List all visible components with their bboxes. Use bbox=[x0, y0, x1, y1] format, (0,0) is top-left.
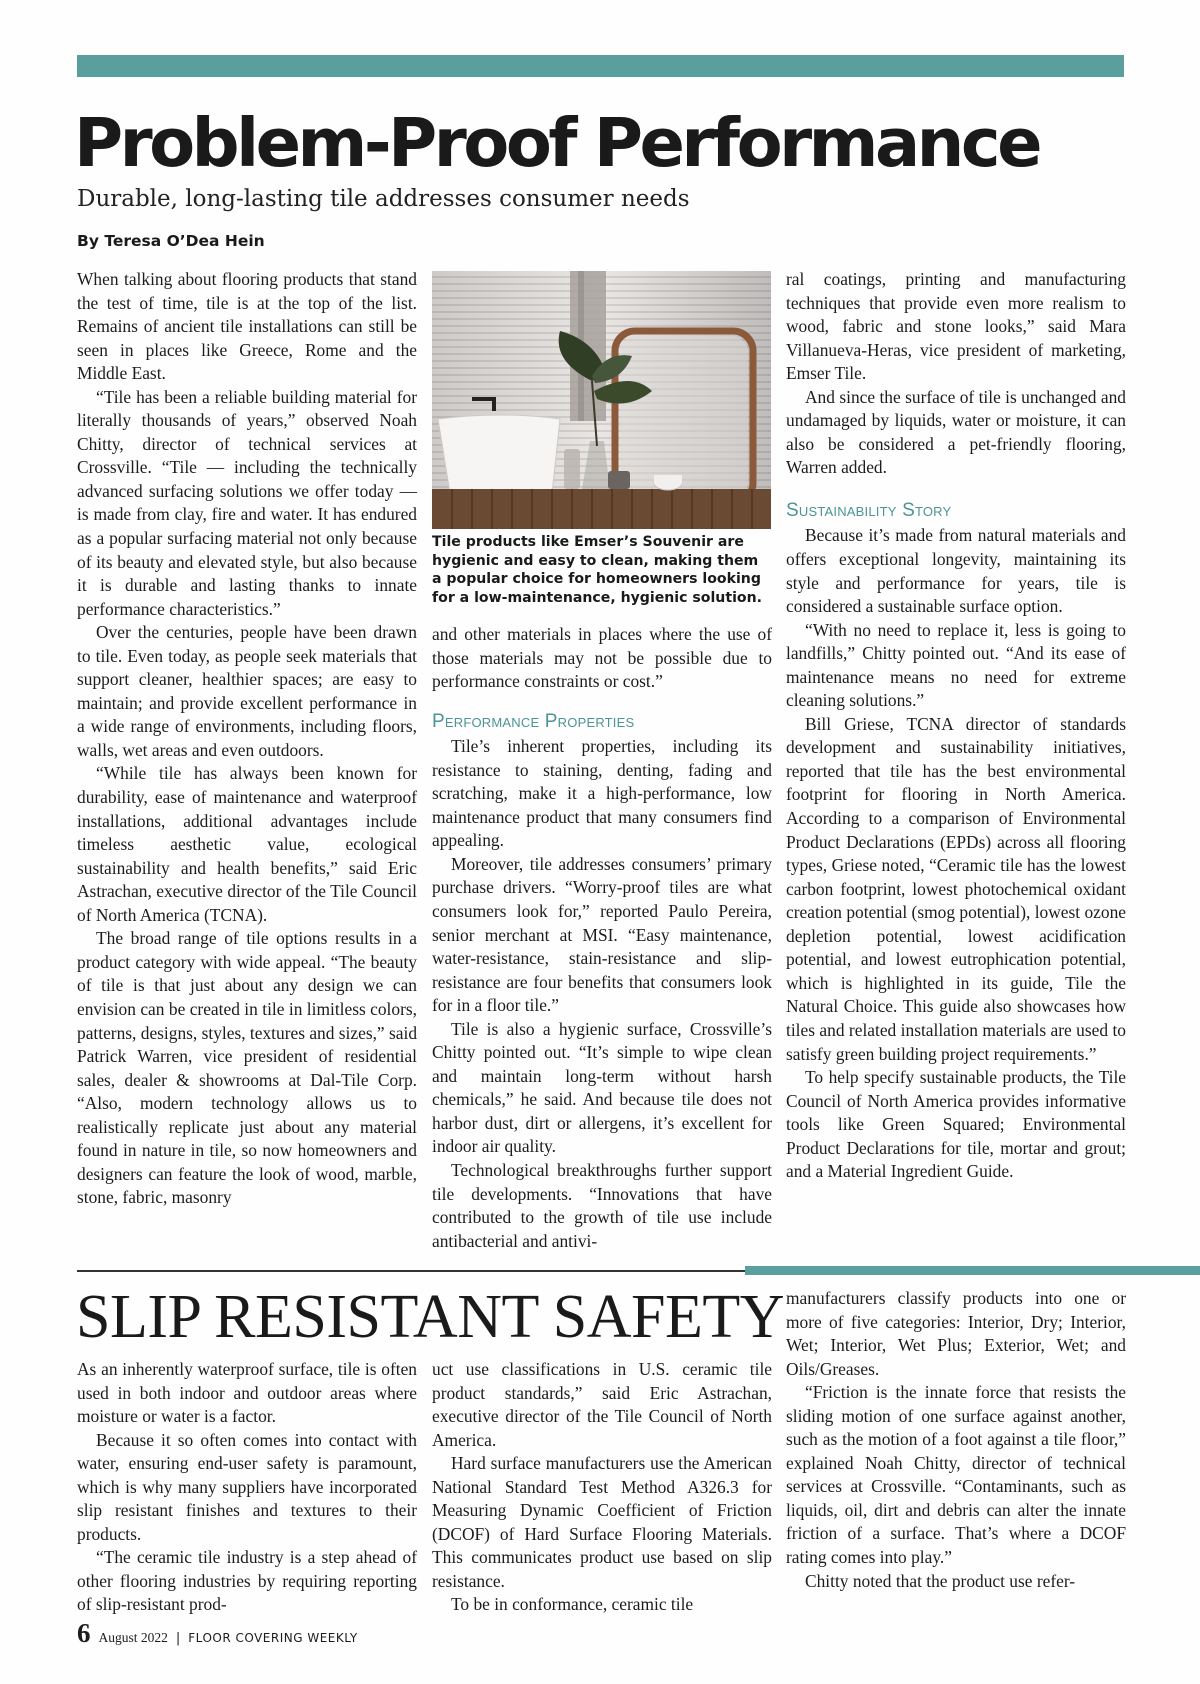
article-column-2 bbox=[432, 623, 772, 1253]
paragraph: uct use classifications in U.S. ceramic tile product standards,” said Eric Astrachan, executive director of the Tile Council of North America. bbox=[432, 1359, 772, 1450]
article-title: Problem-Proof Performance bbox=[74, 104, 1040, 182]
photo-caption: Tile products like Emser’s Souvenir are hygienic and easy to clean, making them a popular choice for homeowners looking for a low-maintenance, hygienic solution. bbox=[432, 534, 762, 606]
paragraph: “The ceramic tile industry is a step ahead of other flooring industries by requiring reporting of slip-resistant prod- bbox=[77, 1547, 417, 1615]
byline: By Teresa O’Dea Hein bbox=[77, 232, 265, 250]
header-accent-bar bbox=[77, 55, 1124, 77]
paragraph: Tile is also a hygienic surface, Crossville’s Chitty pointed out. “It’s simple to wipe clean and maintain long-term without harsh chemicals,” he said. And because tile does not harbor dust, dirt or allergens, it’s excellent for indoor air quality. bbox=[432, 1018, 772, 1157]
paragraph: To be in conformance, ceramic tile bbox=[451, 1594, 694, 1615]
paragraph: Technological breakthroughs further support tile developments. “Innovations that have contributed to the growth of tile use include antibacterial and antivi- bbox=[432, 1160, 772, 1251]
paragraph: “Friction is the innate force that resists the sliding motion of one surface against another, such as the motion of a foot against a tile floor,” explained Noah Chitty, director of technical services at Crossville. “Contaminants, such as liquids, oil, dirt and debris can alter the innate friction of a surface. That’s where a DCOF rating comes into play.” bbox=[786, 1382, 1126, 1568]
article-column-3 bbox=[786, 268, 1126, 1184]
paragraph: And since the surface of tile is unchanged and undamaged by liquids, water or moisture, it can also be considered a pet-friendly flooring, Warren added. bbox=[786, 386, 1126, 478]
section-heading-sustainability: Sustainability Story bbox=[786, 499, 952, 521]
paragraph: When talking about flooring products that stand the test of time, tile is at the top of the list. Remains of ancient tile installations can still be seen in places like Greece, Rome and the Middle East. bbox=[77, 269, 417, 384]
publication-name: FLOOR COVERING WEEKLY bbox=[188, 1631, 358, 1645]
paragraph: and other materials in places where the use of those materials may not be possible due to performance constraints or cost.” bbox=[432, 624, 772, 692]
paragraph: Because it’s made from natural materials and offers exceptional longevity, maintaining its style and performance for years, tile is considered a sustainable surface option. bbox=[786, 525, 1126, 617]
sidebar-column-2 bbox=[432, 1358, 772, 1617]
paragraph: ral coatings, printing and manufacturing techniques that provide even more realism to wood, fabric and stone looks,” said Mara Villanueva-Heras, vice president of marketing, Emser Tile. bbox=[786, 269, 1126, 384]
section-heading-performance: Performance Properties bbox=[432, 710, 635, 732]
article-subtitle: Durable, long-lasting tile addresses consumer needs bbox=[77, 186, 690, 212]
paragraph: Moreover, tile addresses consumers’ primary purchase drivers. “Worry-proof tiles are what consumers look for,” reported Paulo Pereira, senior merchant at MSI. “Easy maintenance, water-resistance, stain-resistance and slip-resistance are four benefits that consumers look for in a floor tile.” bbox=[432, 853, 772, 1016]
sidebar-divider bbox=[77, 1270, 747, 1272]
paragraph: Hard surface manufacturers use the American National Standard Test Method A326.3 for Measuring Dynamic Coefficient of Friction (DCOF) of Hard Surface Flooring Materials. This communicates product use based on slip resistance. bbox=[432, 1453, 772, 1591]
paragraph: The broad range of tile options results in a product category with wide appeal. “The beauty of tile is that just about any design we can envision can be created in tile in limitless colors, patterns, designs, styles, textures and sizes,” said Patrick Warren, vice president of residential sales, dealer & showrooms at Dal-Tile Corp. “Also, modern technology allows us to realistically replicate just about any material found in nature in tile, so now homeowners and designers can feature the look of wood, marble, stone, fabric, masonry bbox=[77, 928, 418, 1208]
paragraph: As an inherently waterproof surface, tile is often used in both indoor and outdoor areas where moisture or water is a factor. bbox=[77, 1359, 417, 1427]
sidebar-accent-line bbox=[745, 1266, 1200, 1275]
sidebar-heading: SLIP RESISTANT SAFETY bbox=[76, 1283, 784, 1351]
page-footer bbox=[77, 1618, 358, 1649]
paragraph: Over the centuries, people have been drawn to tile. Even today, as people seek materials that support cleaner, healthier spaces; are easy to maintain; and provide excellent performance in a wide range of environments, including floors, walls, wet areas and even outdoors. bbox=[77, 622, 417, 760]
paragraph: Because it so often comes into contact with water, ensuring end-user safety is paramount, which is why many suppliers have incorporated slip resistant finishes and textures to their products. bbox=[77, 1429, 417, 1544]
article-column-1 bbox=[77, 268, 417, 1210]
paragraph: manufacturers classify products into one or more of five categories: Interior, Dry; Interior, Wet; Interior, Wet Plus; Exterior, Wet; and Oils/Greases. bbox=[786, 1288, 1126, 1379]
paragraph: Chitty noted that the product use refer- bbox=[805, 1570, 1076, 1591]
sidebar-column-1 bbox=[77, 1358, 417, 1617]
issue-date: August 2022 bbox=[98, 1630, 168, 1645]
bathroom-photo bbox=[432, 271, 771, 529]
bathroom-illustration bbox=[432, 271, 771, 529]
paragraph: “While tile has always been known for durability, ease of maintenance and waterproof installations, additional advantages include timeless aesthetic value, ecological sustainability and health benefits,” said Eric Astrachan, executive director of the Tile Council of North America (TCNA). bbox=[77, 763, 417, 925]
sidebar-column-3 bbox=[786, 1287, 1126, 1593]
page-number: 6 bbox=[77, 1618, 91, 1648]
paragraph: “With no need to replace it, less is going to landfills,” Chitty pointed out. “And its ease of maintenance means no need for extreme cleaning solutions.” bbox=[786, 619, 1126, 711]
footer-separator: | bbox=[175, 1631, 181, 1646]
paragraph: “Tile has been a reliable building material for literally thousands of years,” observed Noah Chitty, director of technical services at Crossville. “Tile — including the technically advanced surfacing solutions we offer today — is made from clay, fire and water. It has endured as a popular surfacing material not only because of its beauty and elevated style, but also because it is durable and lasting thanks to innate performance characteristics.” bbox=[77, 386, 417, 619]
paragraph: To help specify sustainable products, the Tile Council of North America provides informative tools like Green Squared; Environmental Product Declarations for tile, mortar and grout; and a Material Ingredient Guide. bbox=[786, 1067, 1126, 1182]
paragraph: Bill Griese, TCNA director of standards development and sustainability initiatives, reported that tile has the best environmental footprint for flooring in North America. According to a comparison of Environmental Product Declarations (EPDs) across all flooring types, Griese noted, “Ceramic tile has the lowest carbon footprint, lowest photochemical oxidant creation potential (smog potential), lowest ozone depletion potential, lowest acidification potential, and lowest eutrophication potential, which is highlighted in its guide, Tile the Natural Choice. This guide also showcases how tiles and related installation materials are used to satisfy green building project requirements.” bbox=[786, 713, 1126, 1064]
paragraph: Tile’s inherent properties, including its resistance to staining, denting, fading and scratching, make it a high-performance, low maintenance product that many consumers find appealing. bbox=[432, 736, 772, 851]
